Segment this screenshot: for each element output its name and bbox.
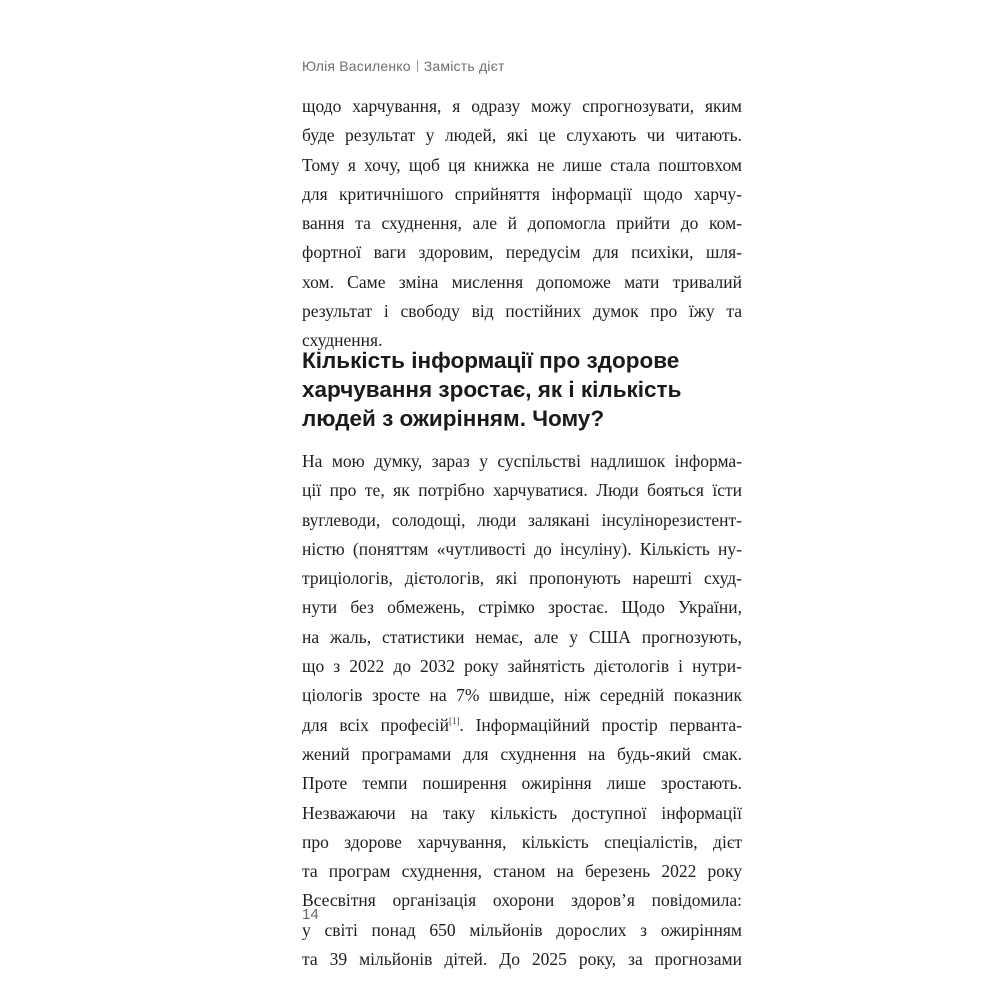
paragraph-line: нути без обмежень, стрімко зростає. Щодо України, (302, 597, 742, 618)
page-number: 14 (302, 906, 319, 923)
paragraph-line: Всесвітня організація охорони здоров’я повідомила: (302, 890, 742, 911)
body-paragraph (302, 447, 742, 974)
paragraph-line: Проте темпи поширення ожиріння лише зростають. (302, 773, 742, 794)
heading-line: Кількість інформації про здорове (302, 348, 680, 373)
running-head-author: Юлія Василенко (302, 58, 411, 74)
line-text: . Інформаційний простір перванта- (459, 714, 742, 735)
paragraph-line: фортної ваги здоровим, передусім для психіки, шля- (302, 242, 742, 263)
paragraph-line: ції про те, як потрібно харчуватися. Люди бояться їсти (302, 480, 742, 501)
paragraph-line: триціологів, дієтологів, які пропонують нарешті схуд- (302, 568, 742, 589)
paragraph-line: для критичнішого сприйняття інформації щодо харчу- (302, 183, 742, 204)
footnote-reference: [1] (449, 715, 460, 726)
paragraph-line: схуднення. (302, 330, 383, 351)
paragraph-line-with-footnote (302, 711, 742, 740)
section-heading (302, 346, 742, 433)
paragraph-line: вання та схуднення, але й допомогла прийти до ком- (302, 213, 742, 234)
running-head-separator (417, 60, 418, 72)
running-head-book-title: Замість дієт (423, 58, 505, 74)
paragraph-line: Тому я хочу, щоб ця книжка не лише стала поштовхом (302, 154, 742, 175)
paragraph-line: про здорове харчування, кількість спеціалістів, дієт (302, 831, 742, 852)
running-head (302, 58, 505, 74)
heading-line: людей з ожирінням. Чому? (302, 406, 605, 431)
paragraph-line: та програм схуднення, станом на березень 2022 року (302, 861, 742, 882)
paragraph-line: результат і свободу від постійних думок про їжу та (302, 301, 742, 322)
paragraph-line: Незважаючи на таку кількість доступної інформації (302, 802, 742, 823)
paragraph-line: ціологів зросте на 7% швидше, ніж середній показник (302, 685, 742, 706)
paragraph-line: На мою думку, зараз у суспільстві надлишок інформа- (302, 451, 742, 471)
paragraph-line: та 39 мільйонів дітей. До 2025 року, за прогнозами (302, 949, 742, 970)
paragraph-line: на жаль, статистики немає, але у США прогнозують, (302, 626, 742, 647)
paragraph-line: у світі понад 650 мільйонів дорослих з ожирінням (302, 919, 742, 940)
paragraph-line: вуглеводи, солодощі, люди залякані інсулінорезистент- (302, 509, 742, 530)
paragraph-line: ністю (поняттям «чутливості до інсуліну). Кількість ну- (302, 538, 742, 559)
line-text: для всіх професій (302, 714, 450, 735)
paragraph-line: буде результат у людей, які це слухають чи читають. (302, 125, 742, 146)
top-paragraph (302, 92, 742, 356)
paragraph-line: хом. Саме зміна мислення допоможе мати тривалий (302, 271, 742, 292)
paragraph-line: щодо харчування, я одразу можу спрогнозувати, яким (302, 96, 742, 116)
heading-line: харчування зростає, як і кількість (302, 377, 682, 402)
paragraph-line: що з 2022 до 2032 року зайнятість дієтологів і нутри- (302, 656, 742, 677)
paragraph-line: жений програмами для схуднення на будь-який смак. (302, 743, 742, 764)
